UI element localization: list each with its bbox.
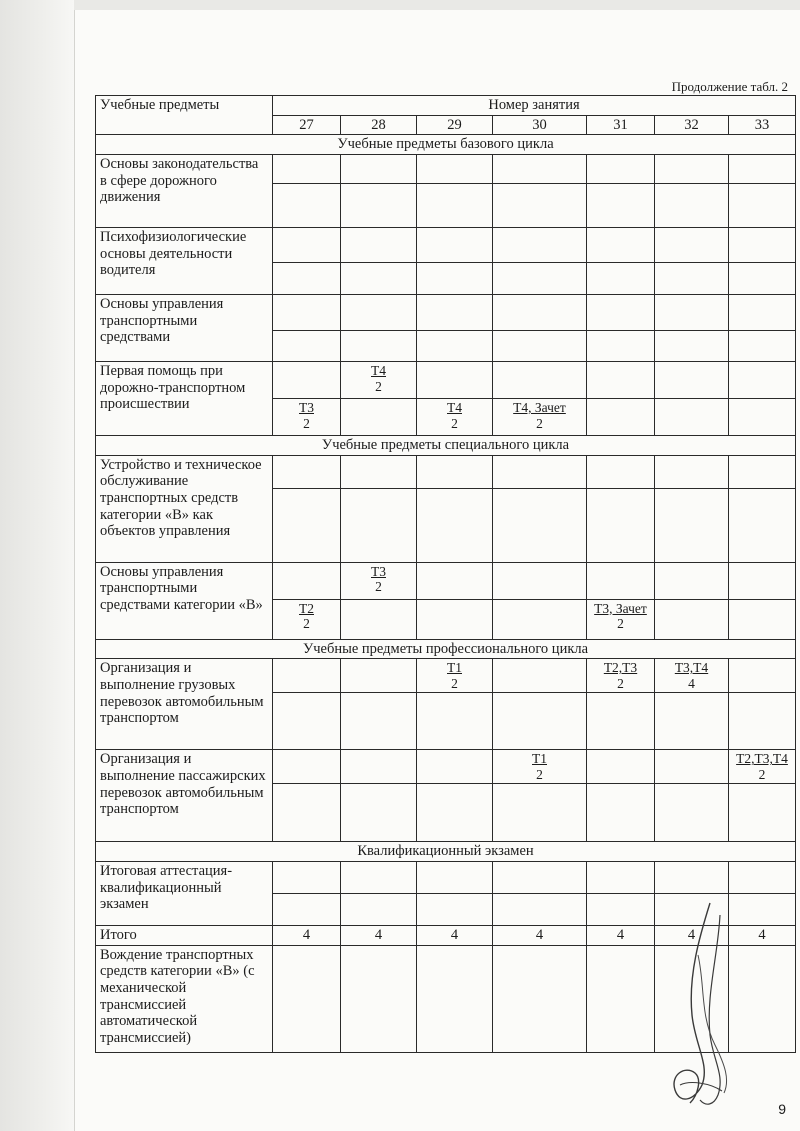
lesson-cell: [493, 750, 587, 784]
subject-traffic-law: Основы законодательства в сфере дорожного движения: [96, 155, 273, 228]
topic-label: Т2,Т3,Т4: [736, 751, 788, 767]
section-row-exam: [96, 842, 796, 862]
lesson-number: 31: [587, 115, 655, 135]
scan-top-strip: [74, 0, 800, 10]
lesson-cell: [417, 659, 493, 693]
topic-label: Т4: [371, 363, 386, 379]
table-row: [96, 455, 796, 488]
hours-value: 4: [688, 675, 695, 691]
hours-value: 2: [617, 675, 624, 691]
lesson-cell: [341, 562, 417, 599]
subject-cargo-transport: Организация и выполнение грузовых перевозок автомобильным транспортом: [96, 659, 273, 750]
hours-value: 2: [758, 766, 766, 782]
lesson-number-header: Номер занятия: [273, 96, 796, 116]
hours-value: 2: [303, 415, 310, 431]
section-title-professional: Учебные предметы профессионального цикла: [96, 639, 796, 659]
lesson-number: 32: [655, 115, 729, 135]
topic-label: Т4, Зачет: [513, 400, 566, 416]
table-row: [96, 562, 796, 599]
table-row: [96, 750, 796, 784]
subject-passenger-transport: Организация и выполнение пассажирских перевозок автомобильным транспортом: [96, 750, 273, 842]
total-value: 4: [655, 926, 729, 946]
total-value: 4: [341, 926, 417, 946]
topic-label: Т1: [532, 751, 547, 767]
table-row: [96, 155, 796, 184]
subject-vehicle-control-b: Основы управления транспортными средствами категории «В»: [96, 562, 273, 639]
section-title-basic: Учебные предметы базового цикла: [96, 135, 796, 155]
table-row: [96, 659, 796, 693]
hours-value: 2: [536, 415, 543, 431]
lesson-number: 33: [729, 115, 796, 135]
signature-image: [640, 895, 750, 1110]
section-row-professional: [96, 639, 796, 659]
total-value: 4: [493, 926, 587, 946]
lesson-cell: [655, 659, 729, 693]
continuation-note: Продолжение табл. 2: [671, 79, 788, 94]
topic-label: Т3, Зачет: [594, 600, 647, 616]
subject-first-aid: Первая помощь при дорожно-транспортном происшествии: [96, 362, 273, 436]
total-label: Итого: [96, 926, 273, 946]
lesson-cell: [587, 659, 655, 693]
header-row: [96, 96, 796, 116]
section-title-exam: Квалификационный экзамен: [96, 842, 796, 862]
hours-value: 2: [375, 378, 382, 394]
table-row: [96, 228, 796, 263]
topic-label: Т3: [299, 400, 314, 416]
table-row: [96, 295, 796, 331]
lesson-number: 27: [273, 115, 341, 135]
lesson-cell: [273, 599, 341, 639]
table-row: [96, 362, 796, 399]
section-title-special: Учебные предметы специального цикла: [96, 436, 796, 456]
total-value: 4: [587, 926, 655, 946]
hours-value: 2: [303, 616, 310, 632]
subjects-column-header: Учебные предметы: [96, 96, 273, 135]
lesson-cell: [273, 399, 341, 436]
section-row-special: [96, 436, 796, 456]
topic-label: Т3: [371, 563, 386, 579]
lesson-number: 28: [341, 115, 417, 135]
total-value: 4: [417, 926, 493, 946]
lesson-cell: [587, 599, 655, 639]
hours-value: 2: [451, 675, 458, 691]
lesson-number: 30: [493, 115, 587, 135]
lesson-cell: [341, 362, 417, 399]
subject-vehicle-control: Основы управления транспортными средствами: [96, 295, 273, 362]
total-value: 4: [273, 926, 341, 946]
total-value: 4: [729, 926, 796, 946]
table-row: [96, 862, 796, 894]
lesson-cell: [493, 399, 587, 436]
subject-vehicle-device: Устройство и техническое обслуживание транспортных средств категории «В» как объектов управления: [96, 455, 273, 562]
hours-value: 2: [536, 766, 543, 782]
topic-label: Т3,Т4: [674, 660, 709, 676]
topic-label: Т2: [299, 600, 314, 616]
section-row-basic: [96, 135, 796, 155]
hours-value: 2: [617, 616, 624, 632]
subject-psychophysiology: Психофизиологические основы деятельности водителя: [96, 228, 273, 295]
subject-driving: Вождение транспортных средств категории «В» (с механической трансмиссией автоматической трансмиссией): [96, 945, 273, 1052]
page-number: 9: [778, 1101, 786, 1117]
lesson-cell: [417, 399, 493, 436]
lesson-cell: [729, 750, 796, 784]
hours-value: 2: [375, 579, 382, 595]
lesson-number: 29: [417, 115, 493, 135]
subject-final-exam: Итоговая аттестация- квалификационный экзамен: [96, 862, 273, 926]
binding-edge: [0, 0, 75, 1131]
hours-value: 2: [451, 415, 458, 431]
topic-label: Т2,Т3: [603, 660, 638, 676]
topic-label: Т4: [447, 400, 462, 416]
topic-label: Т1: [447, 660, 462, 676]
